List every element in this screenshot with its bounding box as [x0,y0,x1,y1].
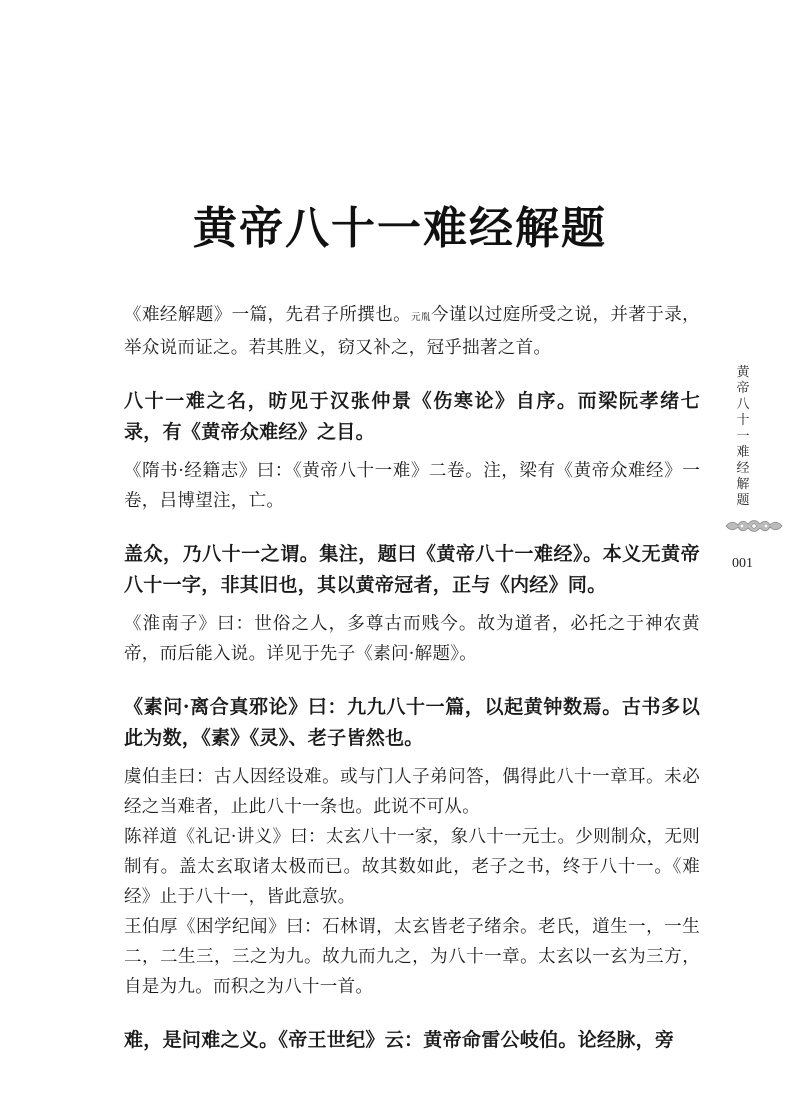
note-paragraph: 《淮南子》曰：世俗之人，多尊古而贱今。故为道者，必托之于神农黄帝，而后能入说。详见于先子《素问·解题》。 [124,614,700,664]
page-title: 黄帝八十一难经解题 [193,203,607,254]
intro-text: 《难经解题》一篇，先君子所撰也。 [124,305,412,325]
intro-paragraph [124,300,700,363]
main-paragraph: 难，是问难之义。《帝王世纪》云：黄帝命雷公岐伯。论经脉，旁 [124,1029,675,1051]
intro-text-cont: 今谨以过庭所受之说，并著于录，举众说而证之。若其胜义，窃又补之，冠乎拙著之首。 [124,305,700,358]
main-paragraph: 盖众，乃八十一之谓。集注，题曰《黄帝八十一难经》。本义无黄帝八十一字，非其旧也，其以黄帝冠者，正与《内经》同。 [124,543,700,596]
note-paragraph: 王伯厚《困学纪闻》曰：石林谓，太玄皆老子绪余。老氏，道生一，一生二，二生三，三之为九。故九而九之，为八十一章。太玄以一玄为三方，自是为九。而积之为八十一首。 [124,917,700,997]
note-paragraph: 陈祥道《礼记·讲义》曰：太玄八十一家，象八十一元士。少则制众，无则制有。盖太玄取诸太极而已。故其数如此，老子之书，终于八十一。《难经》止于八十一，皆此意欤。 [124,827,700,907]
side-running-title: 黄帝八十一难经解题 [736,365,750,508]
main-paragraph: 《素问·离合真邪论》曰：九九八十一篇，以起黄钟数焉。古书多以此为数，《素》《灵》、老子皆然也。 [124,696,700,749]
main-text [124,300,700,1056]
note-paragraph: 《隋书·经籍志》曰：《黄帝八十一难》二卷。注，梁有《黄帝众难经》一卷，吕博望注，亡。 [124,461,700,511]
page-number: 001 [732,556,753,571]
author-note: 元胤 [411,312,431,323]
main-paragraph: 八十一难之名，昉见于汉张仲景《伤寒论》自序。而梁阮孝绪七录，有《黄帝众难经》之目。 [124,390,700,443]
note-paragraph: 虞伯圭曰：古人因经设难。或与门人子弟问答，偶得此八十一章耳。未必经之当难者，止此八十一条也。此说不可从。 [124,767,700,817]
cloud-ornament-icon [724,516,784,536]
